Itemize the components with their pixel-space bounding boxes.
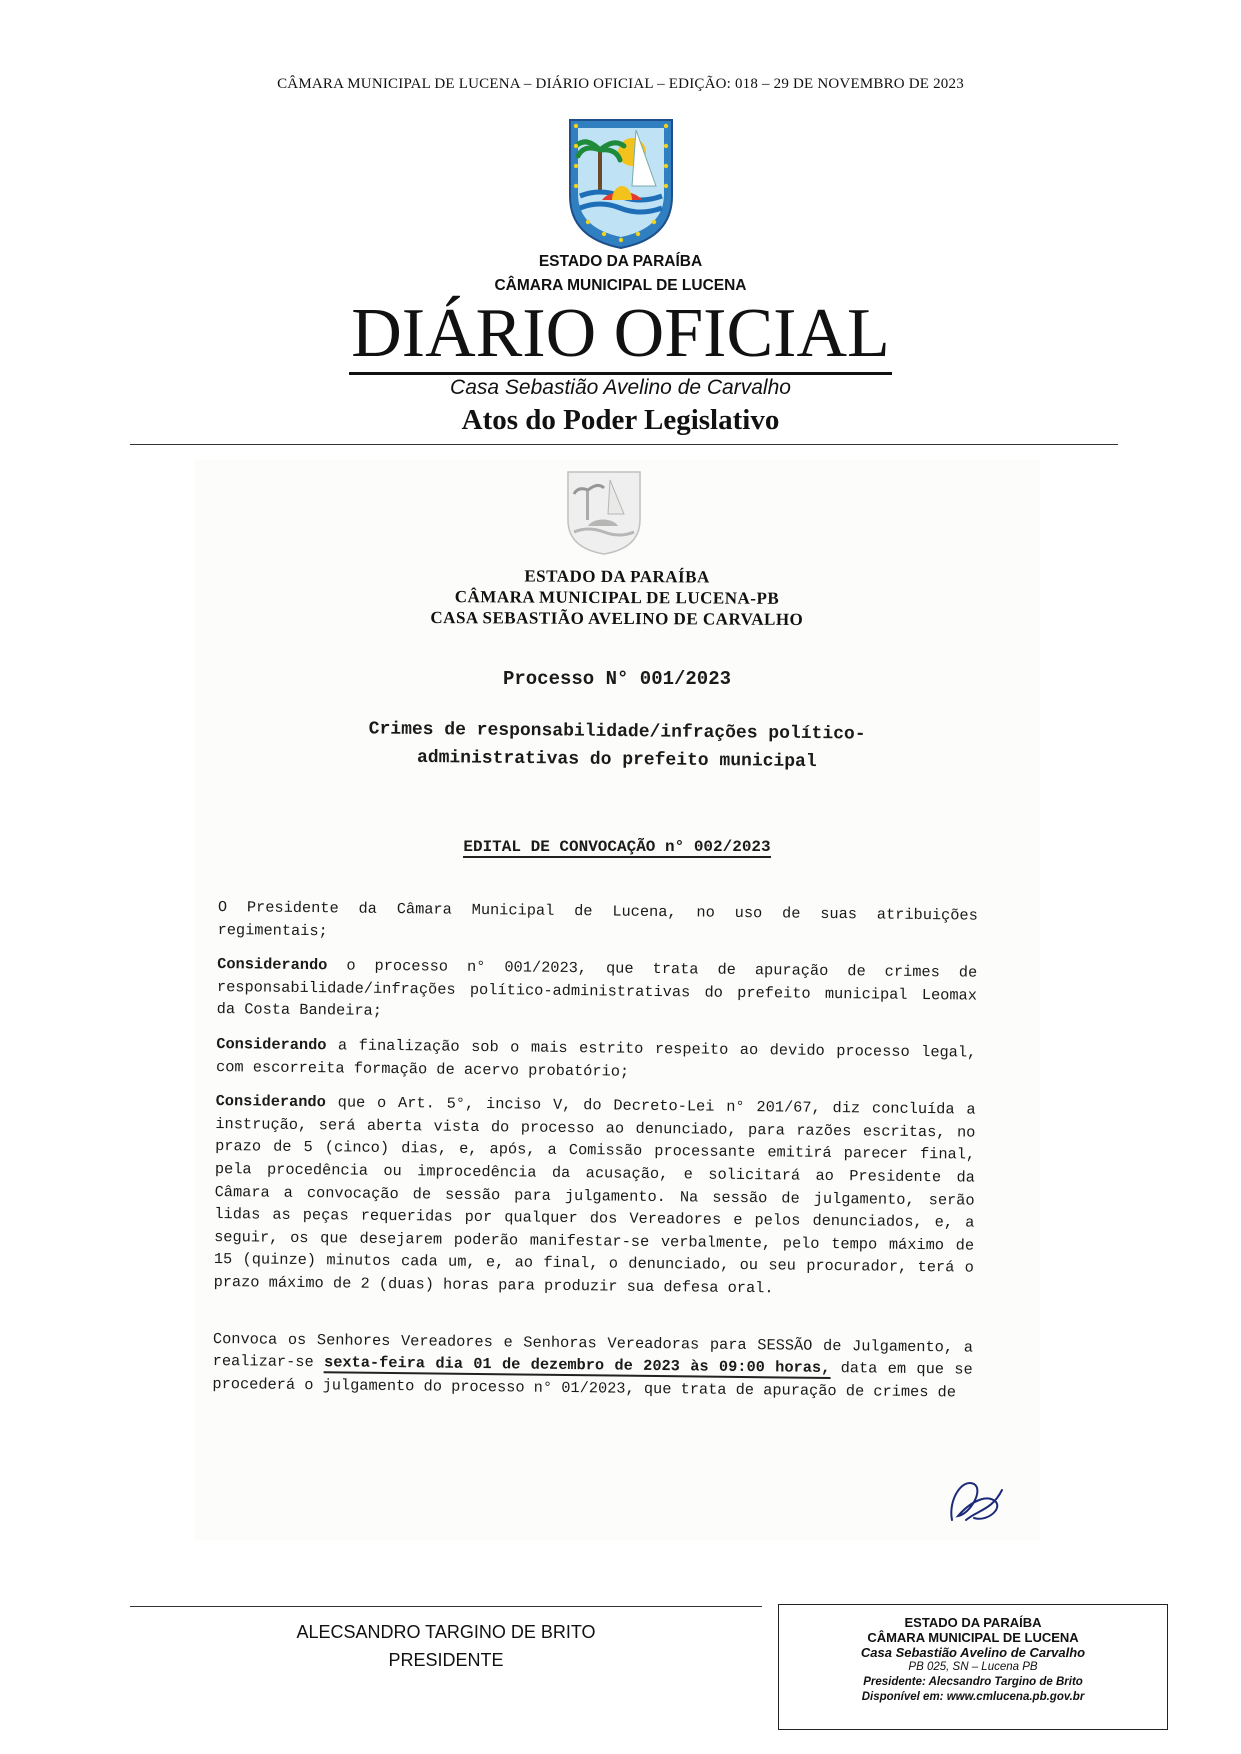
header-divider (130, 444, 1118, 445)
faded-coat-of-arms (564, 468, 644, 558)
municipal-coat-of-arms (566, 116, 676, 252)
session-date-highlight: sexta-feira dia 01 de dezembro de 2023 às 09:00 horas, (323, 1353, 831, 1378)
paragraph-considerando-1 (217, 953, 978, 1029)
edital-heading (194, 838, 1040, 856)
paragraph-convocation (212, 1327, 973, 1403)
convocation-text-a: Convoca os Senhores Vereadores e Senhoras Vereadoras para SESSÃO de Julgamento, a realizar-se (212, 1329, 974, 1372)
scan-state-name: ESTADO DA PARAÍBA (524, 566, 710, 587)
convocation-text-b: data em que se procederá o julgamento do processo n° 01/2023, que trata de apuração de crimes de (212, 1359, 973, 1402)
process-subject-line2: administrativas do prefeito municipal (416, 747, 817, 773)
process-subject (194, 714, 1040, 779)
paragraph-considerando-3 (213, 1090, 975, 1302)
header-state: ESTADO DA PARAÍBA (538, 253, 703, 270)
considerando-label: Considerando (216, 1034, 327, 1055)
edital-heading-text: EDITAL DE CONVOCAÇÃO n° 002/2023 (463, 838, 771, 856)
considerando-1-text: o processo n° 001/2023, que trata de apuração de crimes de responsabilidade/infrações político-administrativas do prefeito municipal Leomax da Costa Bandeira; (216, 956, 978, 1021)
header-institution (0, 250, 1241, 298)
header-chamber: CÂMARA MUNICIPAL DE LUCENA (494, 277, 747, 294)
footer-state: ESTADO DA PARAÍBA (904, 1615, 1042, 1630)
process-subject-line1: Crimes de responsabilidade/infrações político- (368, 719, 866, 745)
scan-institution (194, 564, 1040, 631)
scan-house-name: CASA SEBASTIÃO AVELINO DE CARVALHO (430, 608, 804, 629)
paragraph-intro: O Presidente da Câmara Municipal de Lucena, no uso de suas atribuições regimentais; (217, 897, 978, 940)
page-title-text: DIÁRIO OFICIAL (349, 295, 892, 375)
signer-name: ALECSANDRO TARGINO DE BRITO (296, 1622, 596, 1642)
signature-line (130, 1606, 762, 1607)
footer-info-box (778, 1604, 1168, 1730)
signer-role: PRESIDENTE (388, 1650, 504, 1670)
footer-address: PB 025, SN – Lucena PB (908, 1661, 1038, 1673)
considerando-2-text: a finalização sob o mais estrito respeito ao devido processo legal, com escorreita formação de acervo probatório; (215, 1036, 977, 1081)
scan-chamber-name: CÂMARA MUNICIPAL DE LUCENA-PB (454, 587, 780, 608)
signer-block (130, 1618, 762, 1674)
considerando-3-text: que o Art. 5°, inciso V, do Decreto-Lei n° 201/67, diz concluída a instrução, será aberta vista do processo ao denunciado, para razões escritas, no prazo de 5 (cinco) dias, e, após, a Comissão processante emitirá parecer final, pela procedência ou improcedência da acusação, e solicitará ao Presidente da Câmara a convocação de sessão para julgamento. Na sessão de julgamento, serão lidas as peças requeridas por qualquer dos Vereadores e pelos denunciados, e, a seguir, os que desejarem poderão manifestar-se verbalmente, pelo tempo máximo de 15 (quinze) minutos cada um, e, ao final, o denunciado, ou seu procurador, terá o prazo máximo de 2 (duas) horas para produzir sua defesa oral. (213, 1093, 976, 1298)
edital-body (212, 896, 978, 1416)
paragraph-considerando-2 (216, 1033, 976, 1087)
page-title (0, 296, 1241, 372)
footer-president: Presidente: Alecsandro Targino de Brito (863, 1676, 1083, 1688)
section-title: Atos do Poder Legislativo (461, 404, 780, 436)
considerando-label: Considerando (217, 955, 328, 975)
footer-house: Casa Sebastião Avelino de Carvalho (860, 1645, 1086, 1660)
considerando-label: Considerando (215, 1092, 326, 1112)
scanned-document (194, 460, 1040, 1540)
process-number: Processo N° 001/2023 (502, 668, 732, 690)
handwritten-initials (944, 1470, 1008, 1530)
footer-website: Disponível em: www.cmlucena.pb.gov.br (861, 1691, 1085, 1703)
running-header: CÂMARA MUNICIPAL DE LUCENA – DIÁRIO OFICIAL – EDIÇÃO: 018 – 29 DE NOVEMBRO DE 2023 (277, 76, 964, 92)
footer-chamber: CÂMARA MUNICIPAL DE LUCENA (867, 1630, 1079, 1645)
page-subtitle: Casa Sebastião Avelino de Carvalho (450, 376, 791, 399)
